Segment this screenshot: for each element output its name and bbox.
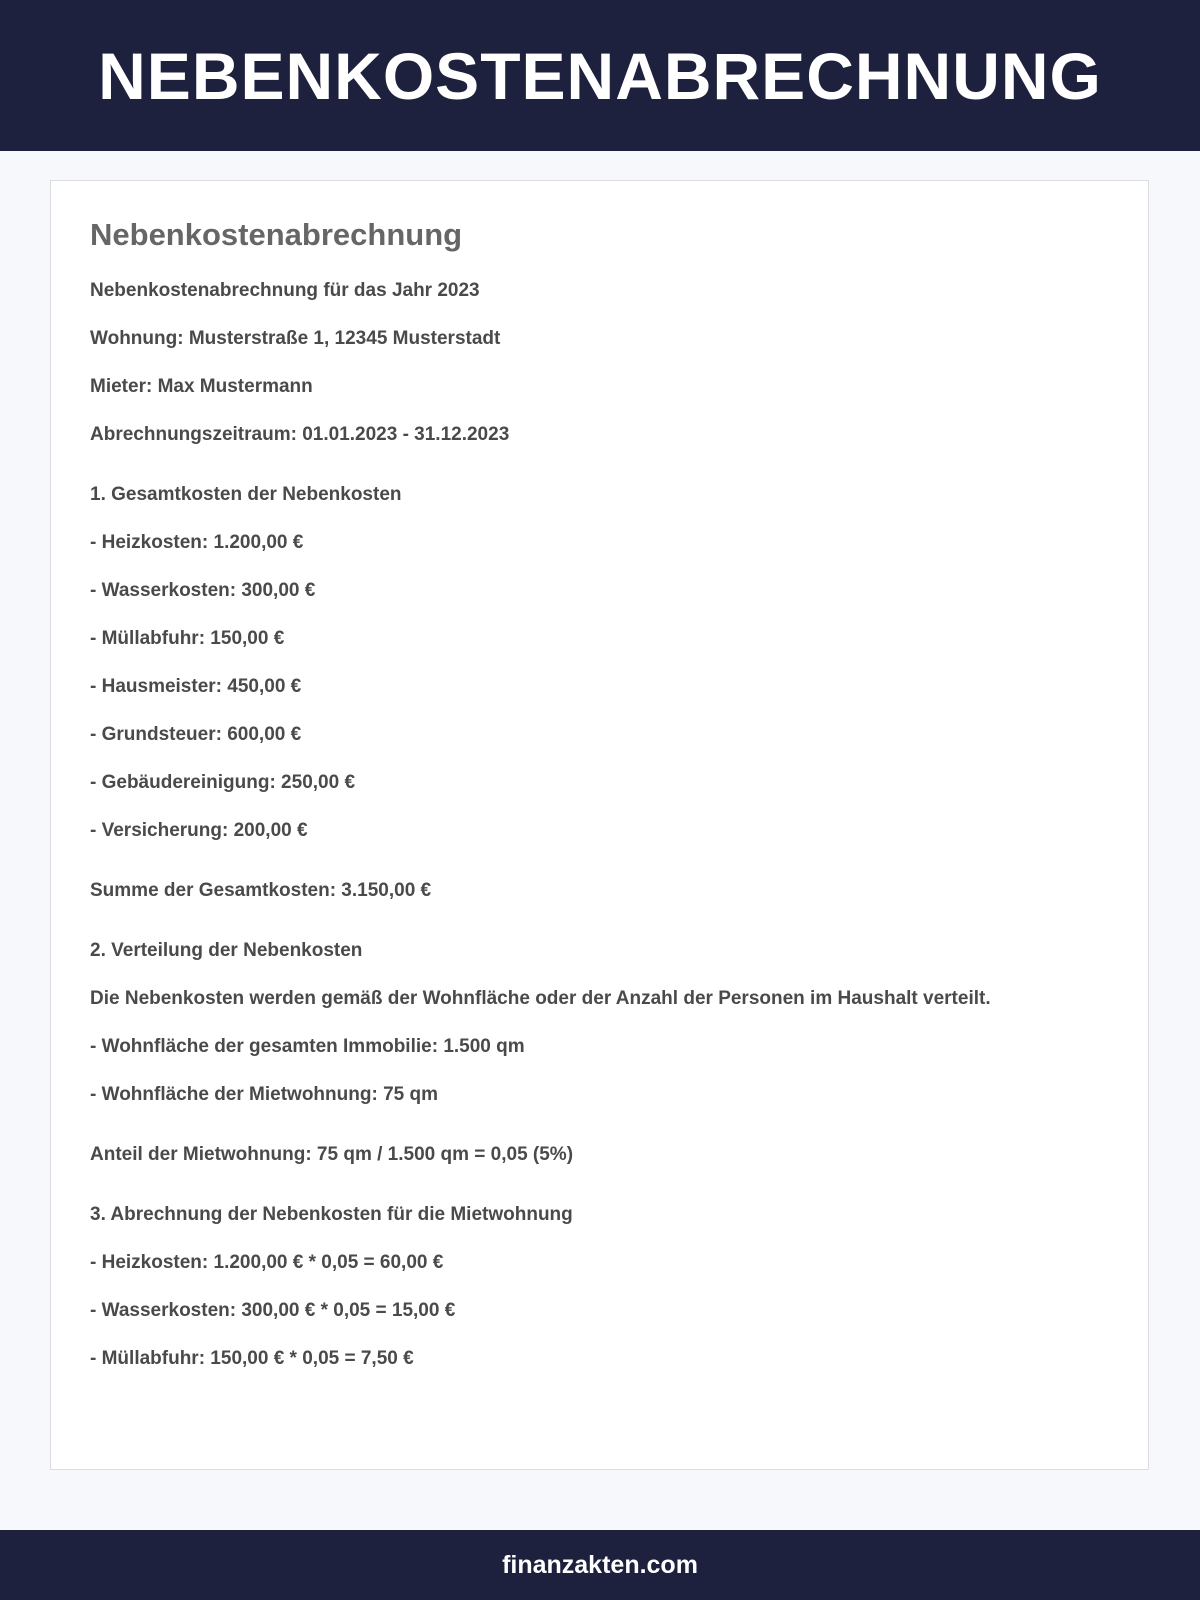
tenant-name: Mieter: Max Mustermann xyxy=(90,376,313,397)
apartment-share: Anteil der Mietwohnung: 75 qm / 1.500 qm = 0,05 (5%) xyxy=(90,1144,574,1165)
page-footer xyxy=(0,1530,1200,1600)
calculation-item: - Müllabfuhr: 150,00 € * 0,05 = 7,50 € xyxy=(90,1348,414,1369)
footer-site: finanzakten.com xyxy=(502,1550,698,1579)
distribution-description: Die Nebenkosten werden gemäß der Wohnfläche oder der Anzahl der Personen im Haushalt verteilt. xyxy=(90,988,991,1009)
area-item: - Wohnfläche der gesamten Immobilie: 1.500 qm xyxy=(90,1036,525,1057)
apartment-address: Wohnung: Musterstraße 1, 12345 Musterstadt xyxy=(90,328,501,349)
document-subtitle: Nebenkostenabrechnung für das Jahr 2023 xyxy=(90,280,480,301)
cost-item: - Gebäudereinigung: 250,00 € xyxy=(90,772,356,793)
document-title: Nebenkostenabrechnung xyxy=(90,217,463,252)
cost-item: - Heizkosten: 1.200,00 € xyxy=(90,532,304,553)
header-title: NEBENKOSTENABRECHNUNG xyxy=(98,38,1102,113)
total-costs: Summe der Gesamtkosten: 3.150,00 € xyxy=(90,880,432,901)
cost-item: - Müllabfuhr: 150,00 € xyxy=(90,628,285,649)
cost-item: - Grundsteuer: 600,00 € xyxy=(90,724,302,745)
cost-item: - Versicherung: 200,00 € xyxy=(90,820,308,841)
area-item: - Wohnfläche der Mietwohnung: 75 qm xyxy=(90,1084,438,1105)
section-2-heading: 2. Verteilung der Nebenkosten xyxy=(90,940,363,961)
page-header xyxy=(0,0,1200,151)
section-3-heading: 3. Abrechnung der Nebenkosten für die Mietwohnung xyxy=(90,1204,573,1225)
calculation-item: - Wasserkosten: 300,00 € * 0,05 = 15,00 € xyxy=(90,1300,456,1321)
billing-period: Abrechnungszeitraum: 01.01.2023 - 31.12.2023 xyxy=(90,424,510,445)
section-1-heading: 1. Gesamtkosten der Nebenkosten xyxy=(90,484,402,505)
calculation-item: - Heizkosten: 1.200,00 € * 0,05 = 60,00 € xyxy=(90,1252,444,1273)
cost-item: - Hausmeister: 450,00 € xyxy=(90,676,302,697)
document-card xyxy=(50,180,1149,1470)
cost-item: - Wasserkosten: 300,00 € xyxy=(90,580,316,601)
